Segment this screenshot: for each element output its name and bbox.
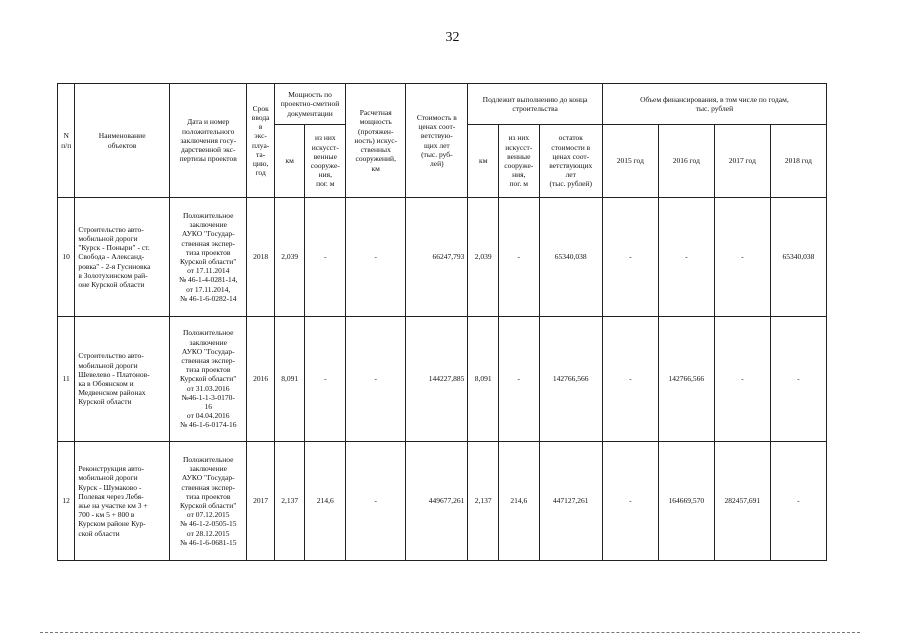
capacity-km: 2,137 bbox=[274, 442, 305, 561]
completion-km: 2,137 bbox=[468, 442, 499, 561]
header-km-2: км bbox=[468, 125, 499, 198]
remaining-cost: 65340,038 bbox=[539, 198, 602, 317]
expertise-date: Положительное заключение АУКО "Государ- ственная экспер- тиза проектов Курской области" от 07.12.2015 № 46-1-2-0505-15 от 28.12.2015 № 46-1-6-0681-15 bbox=[170, 442, 247, 561]
header-year-2016: 2016 год bbox=[658, 125, 714, 198]
cost-value: 144227,885 bbox=[406, 317, 468, 442]
header-remaining-cost: остаток стоимости в ценах соот- ветствующих лет (тыс. рублей) bbox=[539, 125, 602, 198]
calc-capacity: - bbox=[346, 317, 406, 442]
header-completion-group: Подлежит выполнению до конца строительства bbox=[468, 84, 602, 125]
finance-2017: - bbox=[714, 317, 770, 442]
header-calc-capacity: Расчетная мощность (протяжен- ность) искус- ственных сооружений, км bbox=[346, 84, 406, 198]
capacity-artificial: 214,6 bbox=[305, 442, 346, 561]
header-artificial: из них искусст- венные сооруже- ния, пог. м bbox=[305, 125, 346, 198]
completion-artificial: - bbox=[498, 198, 539, 317]
header-num: N п/п bbox=[58, 84, 75, 198]
header-km: км bbox=[274, 125, 305, 198]
row-num: 10 bbox=[58, 198, 75, 317]
expertise-date: Положительное заключение АУКО "Государ- ственная экспер- тиза проектов Курской области" от 31.03.2016 №46-1-1-3-0170- 16 от 04.04.2016 № 46-1-6-0174-16 bbox=[170, 317, 247, 442]
header-date: Дата и номер положительного заключения госу- дарственной экс- пертизы проектов bbox=[170, 84, 247, 198]
capacity-artificial: - bbox=[305, 317, 346, 442]
finance-2017: - bbox=[714, 198, 770, 317]
row-num: 12 bbox=[58, 442, 75, 561]
header-cost: Стоимость в ценах соот- ветствую- щих лет (тыс. руб- лей) bbox=[406, 84, 468, 198]
header-year-2015: 2015 год bbox=[602, 125, 658, 198]
finance-2016: 164669,570 bbox=[658, 442, 714, 561]
finance-2018: 65340,038 bbox=[770, 198, 826, 317]
investment-table bbox=[57, 83, 827, 561]
commissioning-year: 2017 bbox=[247, 442, 274, 561]
completion-km: 8,091 bbox=[468, 317, 499, 442]
completion-artificial: 214,6 bbox=[498, 442, 539, 561]
object-name: Строительство авто- мобильной дороги Шевелево - Платонов- ка в Обоянском и Медвенском районах Курской области bbox=[75, 317, 170, 442]
capacity-km: 8,091 bbox=[274, 317, 305, 442]
commissioning-year: 2016 bbox=[247, 317, 274, 442]
header-year-2018: 2018 год bbox=[770, 125, 826, 198]
header-financing-group: Объем финансирования, в том числе по годам, тыс. рублей bbox=[602, 84, 826, 125]
finance-2018: - bbox=[770, 317, 826, 442]
finance-2015: - bbox=[602, 442, 658, 561]
header-capacity-group: Мощность по проектно-сметной документации bbox=[274, 84, 345, 125]
expertise-date: Положительное заключение АУКО "Государ- ственная экспер- тиза проектов Курской области" от 17.11.2014 № 46-1-4-0281-14, от 17.11.2014, № 46-1-6-0282-14 bbox=[170, 198, 247, 317]
finance-2016: - bbox=[658, 198, 714, 317]
table-row bbox=[58, 317, 827, 442]
capacity-km: 2,039 bbox=[274, 198, 305, 317]
object-name: Строительство авто- мобильной дороги "Курск - Поныри" - ст. Свобода - Александ- ровка" - 2-я Гусиновка в Золотухинском рай- оне Курской области bbox=[75, 198, 170, 317]
header-year-2017: 2017 год bbox=[714, 125, 770, 198]
finance-2017: 282457,691 bbox=[714, 442, 770, 561]
table-row bbox=[58, 198, 827, 317]
finance-2015: - bbox=[602, 317, 658, 442]
finance-2015: - bbox=[602, 198, 658, 317]
finance-2016: 142766,566 bbox=[658, 317, 714, 442]
finance-2018: - bbox=[770, 442, 826, 561]
object-name: Реконструкция авто- мобильной дороги Курск - Шумаково - Полевая через Лебя- жье на участке км 3 + 700 - км 5 + 800 в Курском районе Кур- ской области bbox=[75, 442, 170, 561]
cost-value: 66247,793 bbox=[406, 198, 468, 317]
remaining-cost: 142766,566 bbox=[539, 317, 602, 442]
row-num: 11 bbox=[58, 317, 75, 442]
remaining-cost: 447127,261 bbox=[539, 442, 602, 561]
cost-value: 449677,261 bbox=[406, 442, 468, 561]
header-name: Наименование объектов bbox=[75, 84, 170, 198]
bottom-divider bbox=[40, 632, 860, 633]
header-artificial-2: из них искусст- венные сооруже- ния, пог. м bbox=[498, 125, 539, 198]
calc-capacity: - bbox=[346, 198, 406, 317]
calc-capacity: - bbox=[346, 442, 406, 561]
header-term: Срок ввода в экс- плуа- та- цию, год bbox=[247, 84, 274, 198]
capacity-artificial: - bbox=[305, 198, 346, 317]
completion-km: 2,039 bbox=[468, 198, 499, 317]
commissioning-year: 2018 bbox=[247, 198, 274, 317]
page-number: 32 bbox=[445, 30, 460, 45]
table-row bbox=[58, 442, 827, 561]
completion-artificial: - bbox=[498, 317, 539, 442]
header-row-1 bbox=[58, 84, 827, 125]
